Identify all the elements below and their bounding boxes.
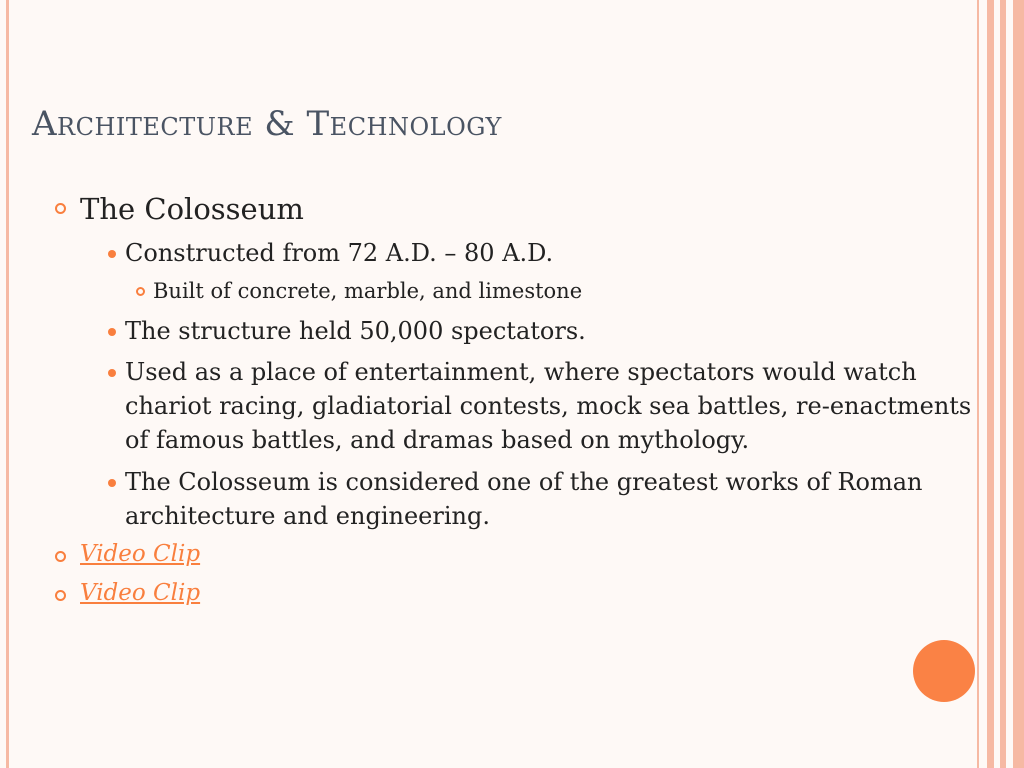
slide-title: Architecture & Technology bbox=[32, 104, 502, 144]
decorative-circle bbox=[913, 640, 975, 702]
dot-bullet-icon bbox=[108, 250, 116, 258]
video-clip-link[interactable]: Video Clip bbox=[80, 541, 201, 567]
bullet-video-clip-2 bbox=[55, 580, 200, 606]
sub-sub-bullet-text: Built of concrete, marble, and limestone bbox=[153, 279, 583, 303]
right-border-line-2 bbox=[987, 0, 994, 768]
sub-bullet-text: Constructed from 72 A.D. – 80 A.D. bbox=[125, 239, 554, 267]
ring-bullet-icon bbox=[136, 287, 145, 296]
sub-bullet-greatest-works bbox=[108, 465, 977, 533]
sub-bullet-text: The Colosseum is considered one of the greatest works of Roman architecture and engineering. bbox=[125, 468, 923, 530]
sub-bullet-spectators bbox=[108, 314, 586, 348]
sub-bullet-constructed bbox=[108, 236, 553, 270]
bullet-heading: The Colosseum bbox=[80, 192, 304, 226]
dot-bullet-icon bbox=[108, 328, 116, 336]
right-border-line-1 bbox=[977, 0, 979, 768]
dot-bullet-icon bbox=[108, 369, 116, 377]
bullet-colosseum bbox=[55, 192, 304, 226]
bullet-video-clip-1 bbox=[55, 541, 200, 567]
right-border-line-4 bbox=[1013, 0, 1024, 768]
ring-bullet-icon bbox=[55, 551, 66, 562]
sub-bullet-entertainment bbox=[108, 355, 975, 457]
sub-bullet-text: Used as a place of entertainment, where spectators would watch chariot racing, gladiatorial contests, mock sea battles, re-enactments of famous battles, and dramas based on mythology. bbox=[125, 358, 972, 454]
ring-bullet-icon bbox=[55, 203, 66, 214]
ring-bullet-icon bbox=[55, 590, 66, 601]
right-border-line-3 bbox=[1000, 0, 1006, 768]
sub-sub-bullet-materials bbox=[136, 279, 582, 303]
video-clip-link[interactable]: Video Clip bbox=[80, 580, 201, 606]
sub-bullet-text: The structure held 50,000 spectators. bbox=[125, 317, 586, 345]
dot-bullet-icon bbox=[108, 479, 116, 487]
left-border-line bbox=[6, 0, 9, 768]
